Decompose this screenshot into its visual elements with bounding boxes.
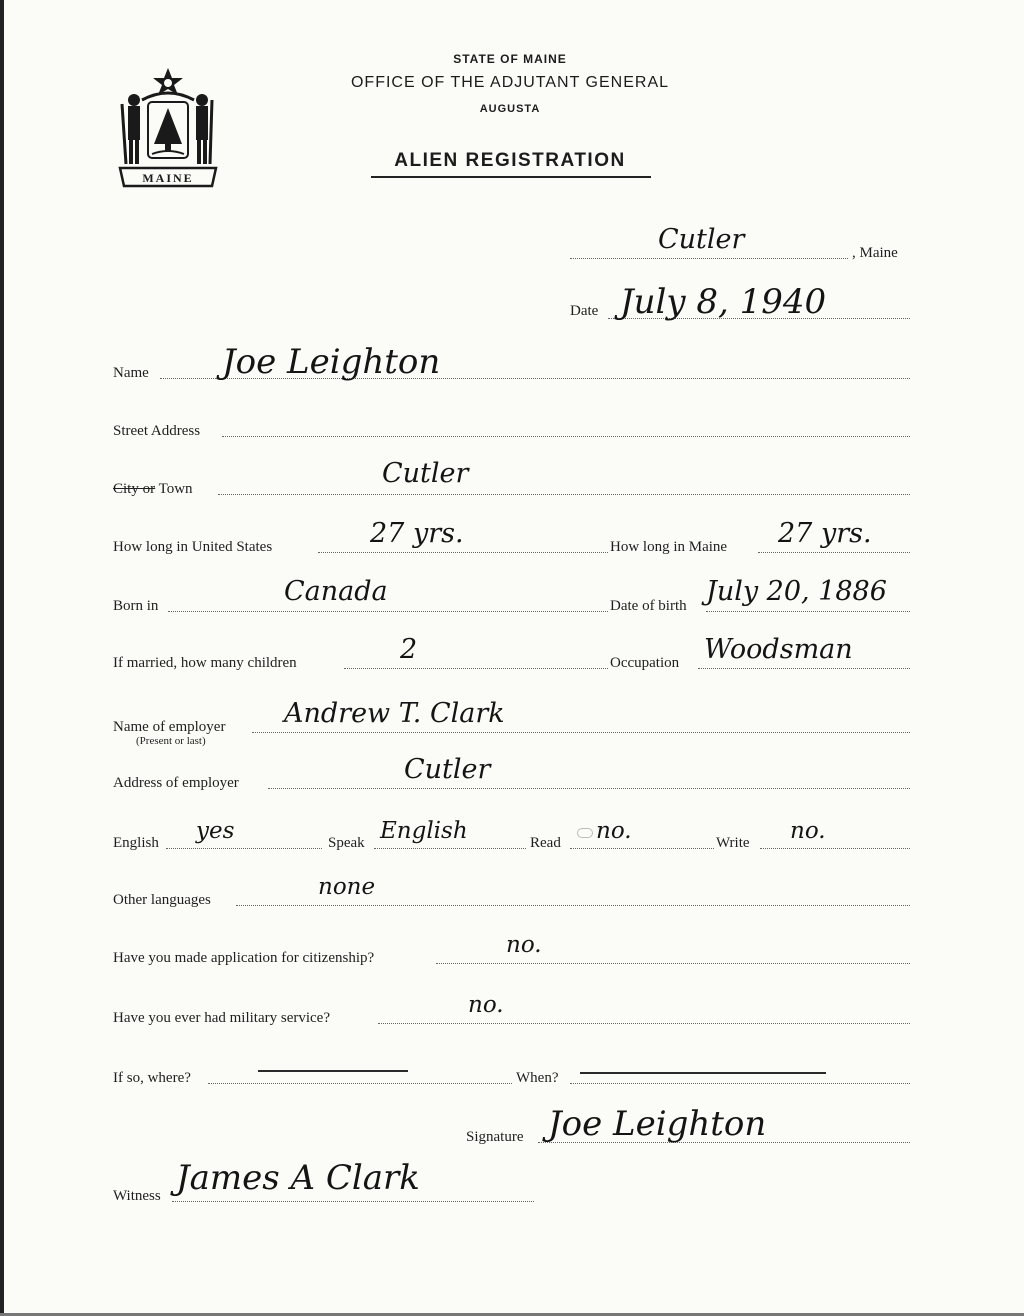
military-line: [378, 1023, 910, 1024]
other-languages-label: Other languages: [113, 892, 211, 908]
write-value: no.: [790, 818, 826, 844]
scan-edge-left: [0, 0, 4, 1316]
location-suffix: , Maine: [852, 245, 898, 261]
where-label: If so, where?: [113, 1070, 191, 1086]
when-label: When?: [516, 1070, 559, 1086]
signature-value: Joe Leighton: [548, 1104, 767, 1144]
name-label: Name: [113, 365, 149, 381]
when-line: [570, 1083, 910, 1084]
witness-value: James A Clark: [176, 1158, 420, 1198]
employer-address-line: [268, 788, 910, 789]
children-value: 2: [400, 634, 418, 665]
location-line: [570, 258, 848, 259]
english-value: yes: [196, 818, 235, 844]
signature-label: Signature: [466, 1129, 524, 1145]
birth-date-line: [706, 611, 910, 612]
read-value: no.: [596, 818, 632, 844]
employer-address-label: Address of employer: [113, 775, 239, 791]
other-languages-line: [236, 905, 910, 906]
date-label: Date: [570, 303, 599, 319]
employer-line: [252, 732, 910, 733]
date-value: July 8, 1940: [620, 282, 827, 322]
employer-address-value: Cutler: [404, 754, 491, 785]
other-languages-value: none: [318, 874, 376, 900]
ink-smudge: [577, 828, 593, 838]
maine-state-seal: [112, 64, 224, 196]
header-city: AUGUSTA: [479, 103, 541, 115]
maine-years-value: 27 yrs.: [778, 518, 872, 549]
name-value: Joe Leighton: [222, 342, 441, 382]
where-dash: [258, 1070, 408, 1072]
town-label: [113, 481, 193, 498]
town-line: [218, 494, 910, 495]
speak-line: [374, 848, 526, 849]
born-line: [168, 611, 608, 612]
town-label-struck: City or: [113, 481, 156, 497]
street-label: Street Address: [113, 423, 201, 439]
citizenship-line: [436, 963, 910, 964]
speak-value: English: [380, 818, 468, 844]
header-state: STATE OF MAINE: [453, 52, 567, 66]
read-label: Read: [530, 835, 561, 851]
occupation-line: [698, 668, 910, 669]
employer-sublabel: (Present or last): [136, 735, 206, 747]
birth-date-value: July 20, 1886: [706, 576, 887, 607]
town-value: Cutler: [382, 458, 469, 489]
location-value: Cutler: [658, 224, 745, 255]
children-line: [344, 668, 608, 669]
military-value: no.: [468, 992, 504, 1018]
header-office: OFFICE OF THE ADJUTANT GENERAL: [350, 74, 670, 91]
street-line: [222, 436, 910, 437]
english-line: [166, 848, 322, 849]
title-underline: [371, 176, 651, 178]
english-label: English: [113, 835, 159, 851]
where-line: [208, 1083, 512, 1084]
form-title: ALIEN REGISTRATION: [394, 150, 626, 171]
children-label: If married, how many children: [113, 655, 297, 671]
occupation-label: Occupation: [610, 655, 680, 671]
read-line: [570, 848, 714, 849]
us-years-value: 27 yrs.: [370, 518, 464, 549]
write-line: [760, 848, 910, 849]
maine-years-label: How long in Maine: [610, 539, 728, 555]
town-label-rest: Town: [155, 481, 193, 497]
write-label: Write: [716, 835, 750, 851]
speak-label: Speak: [328, 835, 365, 851]
us-years-line: [318, 552, 608, 553]
military-label: Have you ever had military service?: [113, 1010, 330, 1026]
citizenship-label: Have you made application for citizenship?: [113, 950, 375, 966]
occupation-value: Woodsman: [704, 634, 853, 665]
employer-value: Andrew T. Clark: [284, 698, 505, 729]
born-label: Born in: [113, 598, 159, 614]
born-value: Canada: [284, 576, 388, 607]
witness-label: Witness: [113, 1188, 161, 1204]
when-dash: [580, 1072, 826, 1074]
us-years-label: How long in United States: [113, 539, 273, 555]
maine-years-line: [758, 552, 910, 553]
seal-motto: MAINE: [142, 171, 194, 185]
citizenship-value: no.: [506, 932, 542, 958]
birth-date-label: Date of birth: [610, 598, 687, 614]
witness-line: [172, 1201, 534, 1202]
employer-label: Name of employer: [113, 719, 226, 735]
